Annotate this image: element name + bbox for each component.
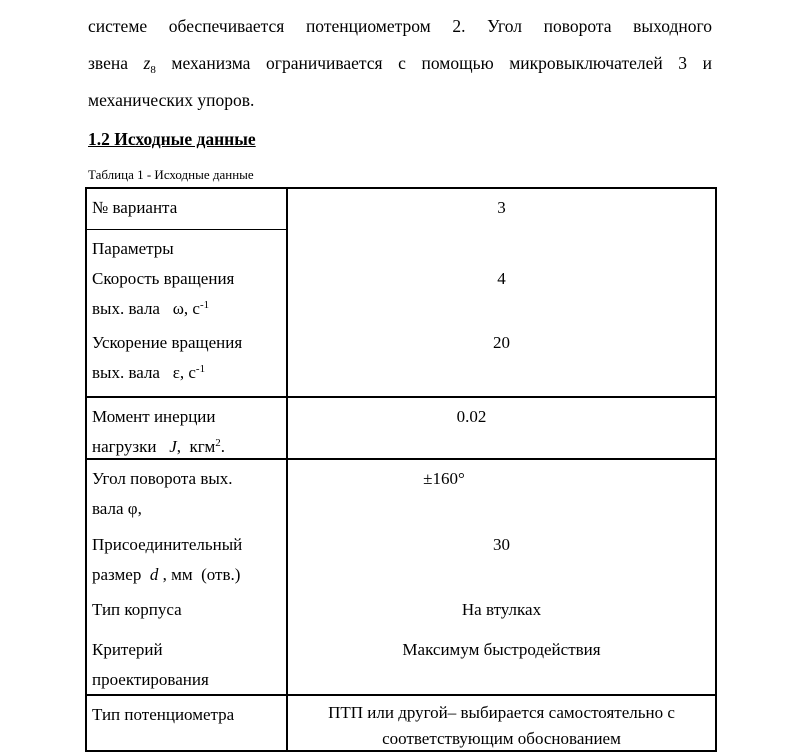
paragraph-line: системе обеспечивается потенциометром 2. Угол поворота выходного bbox=[88, 16, 712, 36]
row-label: Тип потенциометра bbox=[87, 696, 288, 750]
label-line: вала φ, bbox=[92, 499, 142, 518]
row-label: Параметры bbox=[87, 230, 288, 260]
label-line: вых. вала ε, с bbox=[92, 363, 196, 382]
value-line: соответствующим обоснованием bbox=[382, 729, 621, 748]
row-label bbox=[87, 324, 288, 396]
label-line: Присоединительный bbox=[92, 535, 243, 554]
label-line: Момент инерции bbox=[92, 407, 216, 426]
italic-variable: d bbox=[149, 565, 159, 584]
table-row-criterion bbox=[87, 631, 715, 694]
paragraph-text: звена bbox=[88, 53, 144, 73]
italic-variable: z bbox=[143, 53, 151, 73]
label-line: Скорость вращения bbox=[92, 269, 235, 288]
paragraph-text: механизма ограничивается с помощью микровыключателей 3 и bbox=[155, 53, 712, 73]
row-label bbox=[87, 631, 288, 694]
label-text: , кгм bbox=[176, 437, 216, 456]
table-row-angle bbox=[87, 458, 715, 526]
row-value: 3 bbox=[497, 198, 506, 217]
superscript: 2 bbox=[215, 437, 221, 449]
paragraph-line bbox=[88, 45, 712, 82]
label-text: . bbox=[220, 437, 226, 456]
row-value: ±160° bbox=[423, 469, 465, 488]
row-value: На втулках bbox=[461, 600, 542, 619]
label-line: Критерий bbox=[92, 640, 163, 659]
table-row-speed bbox=[87, 260, 715, 324]
row-value: 20 bbox=[493, 333, 510, 352]
label-line: размер bbox=[92, 565, 150, 584]
table-row-size bbox=[87, 526, 715, 591]
italic-variable: J bbox=[169, 437, 177, 456]
row-value bbox=[288, 696, 715, 750]
table-row-acceleration bbox=[87, 324, 715, 396]
body-paragraph bbox=[88, 8, 712, 119]
row-label: № варианта bbox=[87, 189, 288, 230]
row-label bbox=[87, 460, 288, 526]
label-line: нагрузки bbox=[92, 437, 170, 456]
superscript: -1 bbox=[195, 363, 206, 375]
table-row-inertia bbox=[87, 396, 715, 458]
table-row-variant bbox=[87, 189, 715, 230]
superscript: -1 bbox=[199, 299, 210, 311]
label-line: Ускорение вращения bbox=[92, 333, 243, 352]
label-line: вых. вала ω, с bbox=[92, 299, 200, 318]
label-line: Угол поворота вых. bbox=[92, 469, 233, 488]
row-label: Тип корпуса bbox=[87, 591, 288, 631]
value-line: ПТП или другой– выбирается самостоятельно с bbox=[328, 703, 675, 722]
row-label bbox=[87, 526, 288, 591]
paragraph-line: механических упоров. bbox=[88, 90, 255, 110]
row-value: Максимум быстродействия bbox=[402, 640, 601, 659]
section-heading: 1.2 Исходные данные bbox=[88, 129, 256, 149]
row-value: 0.02 bbox=[456, 407, 487, 426]
row-label bbox=[87, 260, 288, 324]
table-row-potentiometer bbox=[87, 694, 715, 750]
subscript: 8 bbox=[150, 64, 156, 76]
data-table bbox=[85, 187, 717, 752]
row-value: 4 bbox=[497, 269, 506, 288]
row-value: 30 bbox=[493, 535, 510, 554]
table-row-parameters bbox=[87, 230, 715, 260]
row-value bbox=[288, 230, 715, 260]
label-text: , мм (отв.) bbox=[158, 565, 241, 584]
table-row-housing bbox=[87, 591, 715, 631]
table-caption: Таблица 1 - Исходные данные bbox=[88, 167, 254, 182]
row-label bbox=[87, 398, 288, 458]
label-line: проектирования bbox=[92, 670, 209, 689]
